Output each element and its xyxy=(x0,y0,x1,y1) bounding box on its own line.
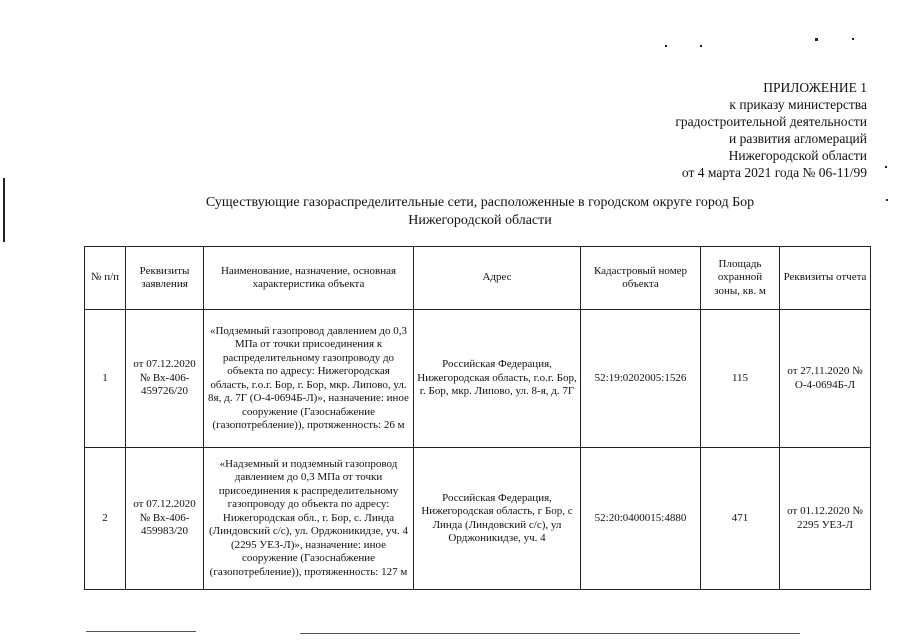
scan-dot xyxy=(815,38,818,41)
header-description: Наименование, назначение, основная характеристика объекта xyxy=(204,247,414,310)
scan-edge-mark xyxy=(3,178,5,242)
cell-number: 1 xyxy=(85,310,126,448)
approval-line: к приказу министерства xyxy=(729,97,867,112)
header-report: Реквизиты отчета xyxy=(780,247,871,310)
cell-address: Российская Федерация, Нижегородская область, г.о.г. Бор, г. Бор, мкр. Липово, ул. 8-я, д. 7Г xyxy=(414,310,581,448)
scan-line xyxy=(86,631,196,632)
title-line-1: Существующие газораспределительные сети, расположенные в городском округе город Бор xyxy=(205,195,755,210)
document-title xyxy=(140,194,820,230)
cell-report: от 27.11.2020 № О-4-0694Б-Л xyxy=(780,310,871,448)
approval-line: ПРИЛОЖЕНИЕ 1 xyxy=(763,80,867,95)
approval-block xyxy=(675,79,867,181)
cell-application: от 07.12.2020 № Вх-406-459726/20 xyxy=(126,310,204,448)
approval-line: Нижегородской области xyxy=(728,148,867,163)
header-area: Площадь охранной зоны, кв. м xyxy=(701,247,780,310)
scan-dot xyxy=(852,38,854,40)
header-number: № п/п xyxy=(85,247,126,310)
cell-area: 115 xyxy=(701,310,780,448)
table-header-row xyxy=(85,247,871,310)
cell-address: Российская Федерация, Нижегородская область, г Бор, с Линда (Линдовский с/с), ул Орджоникидзе, уч. 4 xyxy=(414,448,581,590)
cell-description: «Надземный и подземный газопровод давлением до 0,3 МПа от точки присоединения к распределительному газопроводу до объекта по адресу: Нижегородская обл., г. Бор, с. Линда (Линдовский с/с), ул. Орджоникидзе, уч. 4 (2295 УЕЗ-Л)», назначение: иное сооружение (Газоснабжение (газопотребление)), протяженность: 127 м xyxy=(204,448,414,590)
cell-report: от 01.12.2020 № 2295 УЕЗ-Л xyxy=(780,448,871,590)
title-line-2: Нижегородской области xyxy=(408,213,552,228)
cell-application: от 07.12.2020 № Вх-406-459983/20 xyxy=(126,448,204,590)
scan-line xyxy=(300,633,800,634)
cell-area: 471 xyxy=(701,448,780,590)
cell-cadastral: 52:20:0400015:4880 xyxy=(581,448,701,590)
approval-line: и развития агломераций xyxy=(728,131,867,146)
gas-network-table xyxy=(84,246,871,590)
header-address: Адрес xyxy=(414,247,581,310)
scan-dot xyxy=(700,45,702,47)
approval-line: градостроительной деятельности xyxy=(675,114,867,129)
cell-description: «Подземный газопровод давлением до 0,3 МПа от точки присоединения к распределительному газопроводу до объекта по адресу: Нижегородская область, г.о.г. Бор, г. Бор, мкр. Липово, ул. 8я, д. 7Г (О-4-0694Б-Л)», назначение: иное сооружение (Газоснабжение (газопотребление)), протяженность: 26 м xyxy=(204,310,414,448)
scan-dot xyxy=(886,199,888,201)
header-cadastral: Кадастровый номер объекта xyxy=(581,247,701,310)
cell-cadastral: 52:19:0202005:1526 xyxy=(581,310,701,448)
cell-number: 2 xyxy=(85,448,126,590)
approval-line: от 4 марта 2021 года № 06-11/99 xyxy=(681,165,867,180)
header-application: Реквизиты заявления xyxy=(126,247,204,310)
scan-dot xyxy=(885,166,887,168)
scan-dot xyxy=(665,45,667,47)
table-row xyxy=(85,310,871,448)
table-row xyxy=(85,448,871,590)
